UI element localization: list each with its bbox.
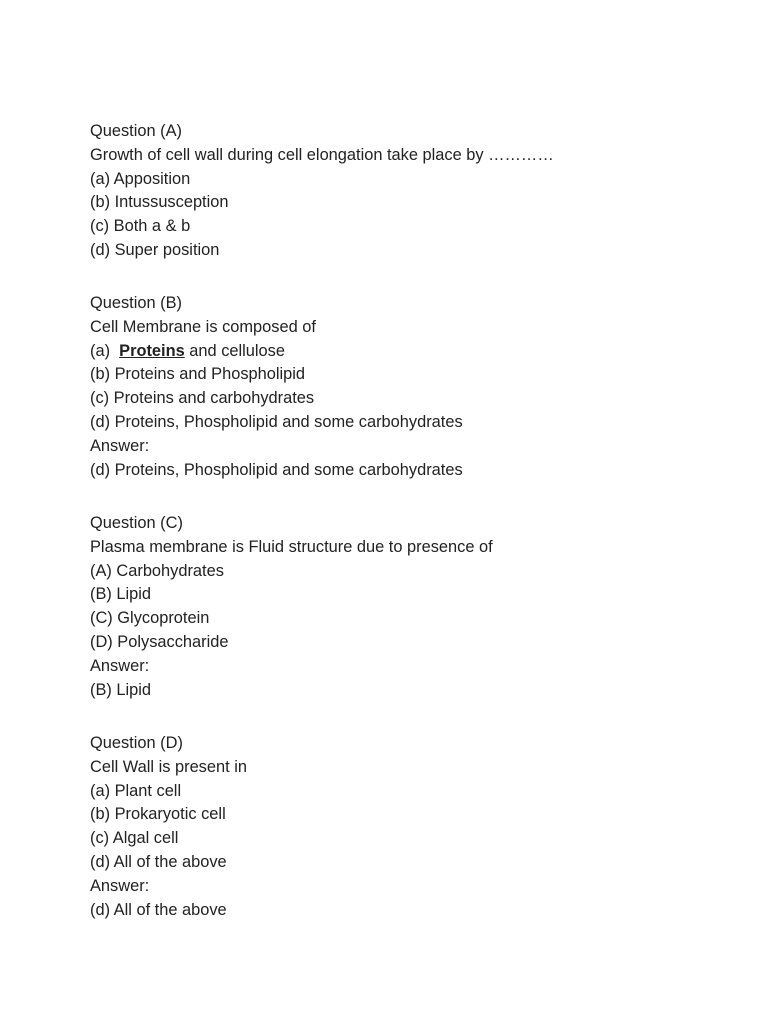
option-item: (d) Super position xyxy=(90,240,220,259)
option-item: (a) Plant cell xyxy=(90,781,182,800)
question-block-c xyxy=(90,512,730,702)
option-item: (c) Algal cell xyxy=(90,829,179,848)
option-item: (d) Proteins, Phospholipid and some carbohydrates xyxy=(90,412,463,431)
question-heading: Question (B) xyxy=(90,294,183,312)
option-item xyxy=(90,340,730,364)
answer-label: Answer: xyxy=(90,436,150,455)
option-item: (b) Prokaryotic cell xyxy=(90,805,226,824)
option-item: (a) Apposition xyxy=(90,169,191,188)
answer-text: (d) Proteins, Phospholipid and some carbohydrates xyxy=(90,460,463,479)
question-text: Plasma membrane is Fluid structure due to presence of xyxy=(90,537,493,556)
option-item: (B) Lipid xyxy=(90,585,152,604)
question-text: Cell Membrane is composed of xyxy=(90,317,316,336)
question-text: Cell Wall is present in xyxy=(90,757,247,776)
question-block-b xyxy=(90,292,730,482)
option-prefix: (a) xyxy=(90,341,120,360)
question-heading: Question (C) xyxy=(90,514,183,532)
option-item: (b) Intussusception xyxy=(90,193,229,212)
answer-text: (d) All of the above xyxy=(90,900,227,919)
option-item: (C) Glycoprotein xyxy=(90,609,210,628)
option-item: (A) Carbohydrates xyxy=(90,561,224,580)
emphasized-word: Proteins xyxy=(119,341,185,360)
answer-label: Answer: xyxy=(90,876,150,895)
question-heading: Question (A) xyxy=(90,122,183,140)
question-block-a xyxy=(90,120,730,263)
question-heading: Question (D) xyxy=(90,734,183,752)
option-item: (b) Proteins and Phospholipid xyxy=(90,365,306,384)
answer-text: (B) Lipid xyxy=(90,680,152,699)
option-item: (d) All of the above xyxy=(90,852,227,871)
option-item: (c) Both a & b xyxy=(90,217,191,236)
answer-label: Answer: xyxy=(90,656,150,675)
option-item: (D) Polysaccharide xyxy=(90,632,229,651)
question-block-d xyxy=(90,732,730,922)
question-text: Growth of cell wall during cell elongation take place by ………… xyxy=(90,145,554,164)
option-item: (c) Proteins and carbohydrates xyxy=(90,389,315,408)
option-suffix: and cellulose xyxy=(184,341,285,360)
